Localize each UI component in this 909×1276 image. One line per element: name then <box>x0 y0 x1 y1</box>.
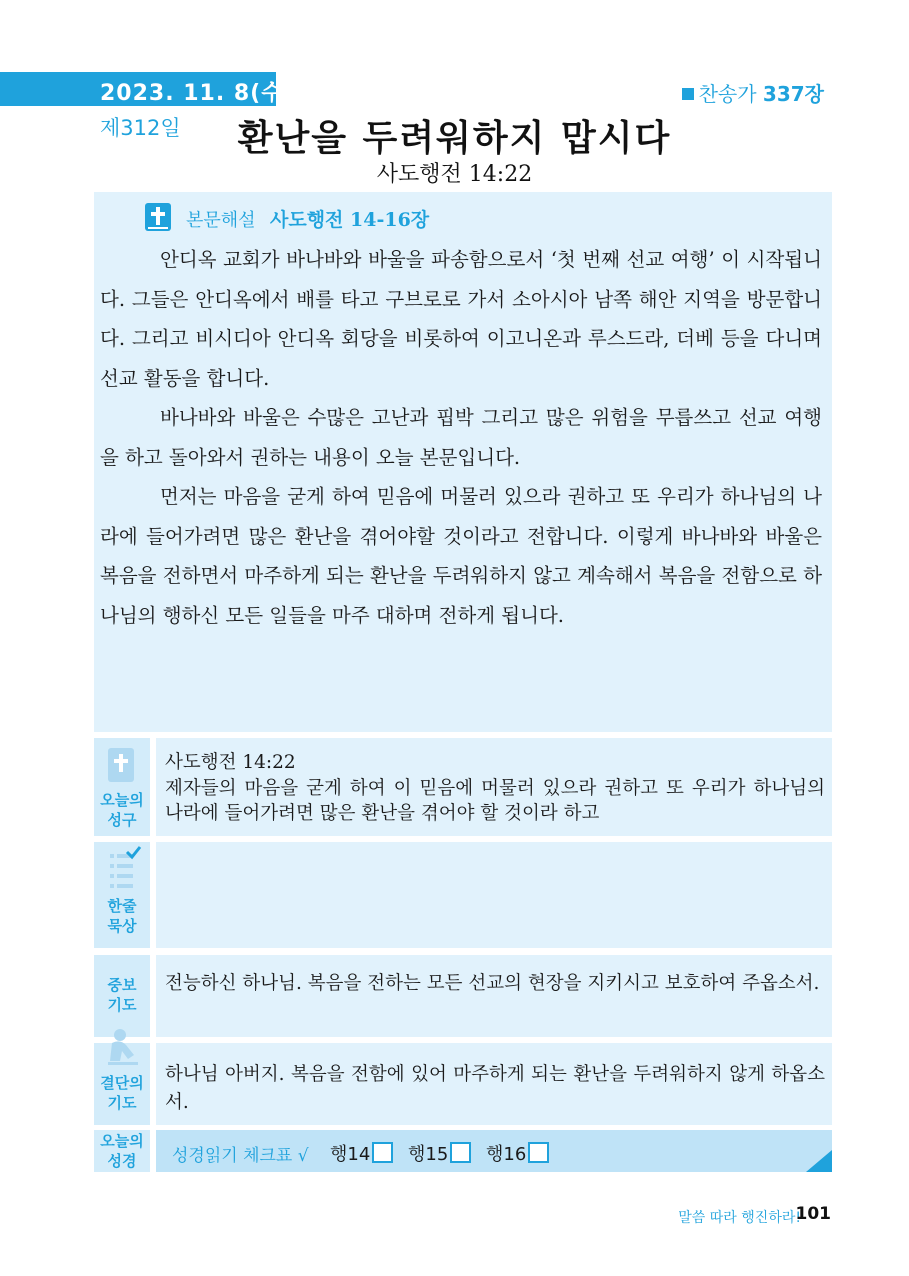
verse-side-panel <box>94 738 150 836</box>
meditation-side-panel <box>94 842 150 948</box>
page-subtitle: 사도행전 14:22 <box>376 162 533 187</box>
resolution-side-panel <box>94 1043 150 1125</box>
commentary-body <box>100 240 822 635</box>
hymn-number: 337장 <box>762 82 824 106</box>
checkmark-icon: √ <box>297 1146 309 1166</box>
verse-label: 오늘의 성구 <box>100 791 144 829</box>
commentary-reference: 사도행전 14-16장 <box>270 209 430 231</box>
page-number: 101 <box>795 1204 831 1224</box>
checklist-icon <box>106 846 142 890</box>
intercession-label: 중보 기도 <box>107 976 137 1014</box>
checkbox[interactable] <box>450 1142 471 1163</box>
square-bullet-icon <box>682 88 694 100</box>
intercession-side-panel <box>94 955 150 1037</box>
intercession-text: 전능하신 하나님. 복음을 전하는 모든 선교의 현장을 지키시고 보호하여 주옵소서. <box>165 973 820 994</box>
commentary-paragraph: 안디옥 교회가 바나바와 바울을 파송함으로서 ‘첫 번째 선교 여행’ 이 시작됩니다. 그들은 안디옥에서 배를 타고 구브로로 가서 소아시아 남쪽 해안 지역을 방문합니다. 그리고 비시디아 안디옥 회당을 비롯하여 이고니온과 루스드라, 더베 등을 다니며 선교 활동을 합니다. <box>100 248 822 390</box>
resolution-text: 하나님 아버지. 복음을 전함에 있어 마주하게 되는 환난을 두려워하지 않게 하옵소서. <box>165 1064 825 1113</box>
hymn-prefix: 찬송가 <box>698 82 757 106</box>
checkbox[interactable] <box>528 1142 549 1163</box>
corner-triangle-icon <box>806 1150 832 1172</box>
reading-label: 오늘의 성경 <box>100 1132 144 1170</box>
page-title: 환난을 두려워하지 맙시다 <box>237 118 672 159</box>
footer-slogan: 말씀 따라 행진하라! <box>678 1210 801 1226</box>
reading-checkbox-item[interactable]: 행16 <box>486 1140 549 1166</box>
reading-side-panel <box>94 1130 150 1172</box>
date-text: 2023. 11. 8(수) <box>100 81 295 106</box>
reading-checkbox-item[interactable]: 행14 <box>330 1140 393 1166</box>
reading-check-label: 성경읽기 체크표 √ <box>172 1146 309 1166</box>
hymn-reference <box>682 78 824 107</box>
verse-reference: 사도행전 14:22 <box>165 752 296 773</box>
meditation-label: 한줄 묵상 <box>107 897 137 935</box>
checkbox[interactable] <box>372 1142 393 1163</box>
meditation-panel[interactable] <box>156 842 832 948</box>
verse-text: 제자들의 마음을 굳게 하여 이 믿음에 머물러 있으라 권하고 또 우리가 하나님의 나라에 들어가려면 많은 환난을 겪어야 할 것이라 하고 <box>165 778 825 824</box>
commentary-paragraph: 먼저는 마음을 굳게 하여 믿음에 머물러 있으라 권하고 또 우리가 하나님의 나라에 들어가려면 많은 환난을 겪어야할 것이라고 전합니다. 이렇게 바나바와 바울은 복음을 전하면서 마주하게 되는 환난을 두려워하지 않고 계속해서 복음을 전함으로 하나님의 행하신 모든 일들을 마주 대하며 전하게 됩니다. <box>100 485 822 627</box>
cross-icon <box>145 203 171 231</box>
reading-checkbox-item[interactable]: 행15 <box>408 1140 471 1166</box>
day-count: 제312일 <box>100 116 181 140</box>
commentary-label: 본문해설 <box>186 210 256 231</box>
bible-icon <box>106 746 136 784</box>
commentary-paragraph: 바나바와 바울은 수많은 고난과 핍박 그리고 많은 위험을 무릅쓰고 선교 여행을 하고 돌아와서 권하는 내용이 오늘 본문입니다. <box>100 406 822 469</box>
resolution-label: 결단의 기도 <box>100 1074 144 1112</box>
praying-person-icon <box>106 1027 140 1067</box>
